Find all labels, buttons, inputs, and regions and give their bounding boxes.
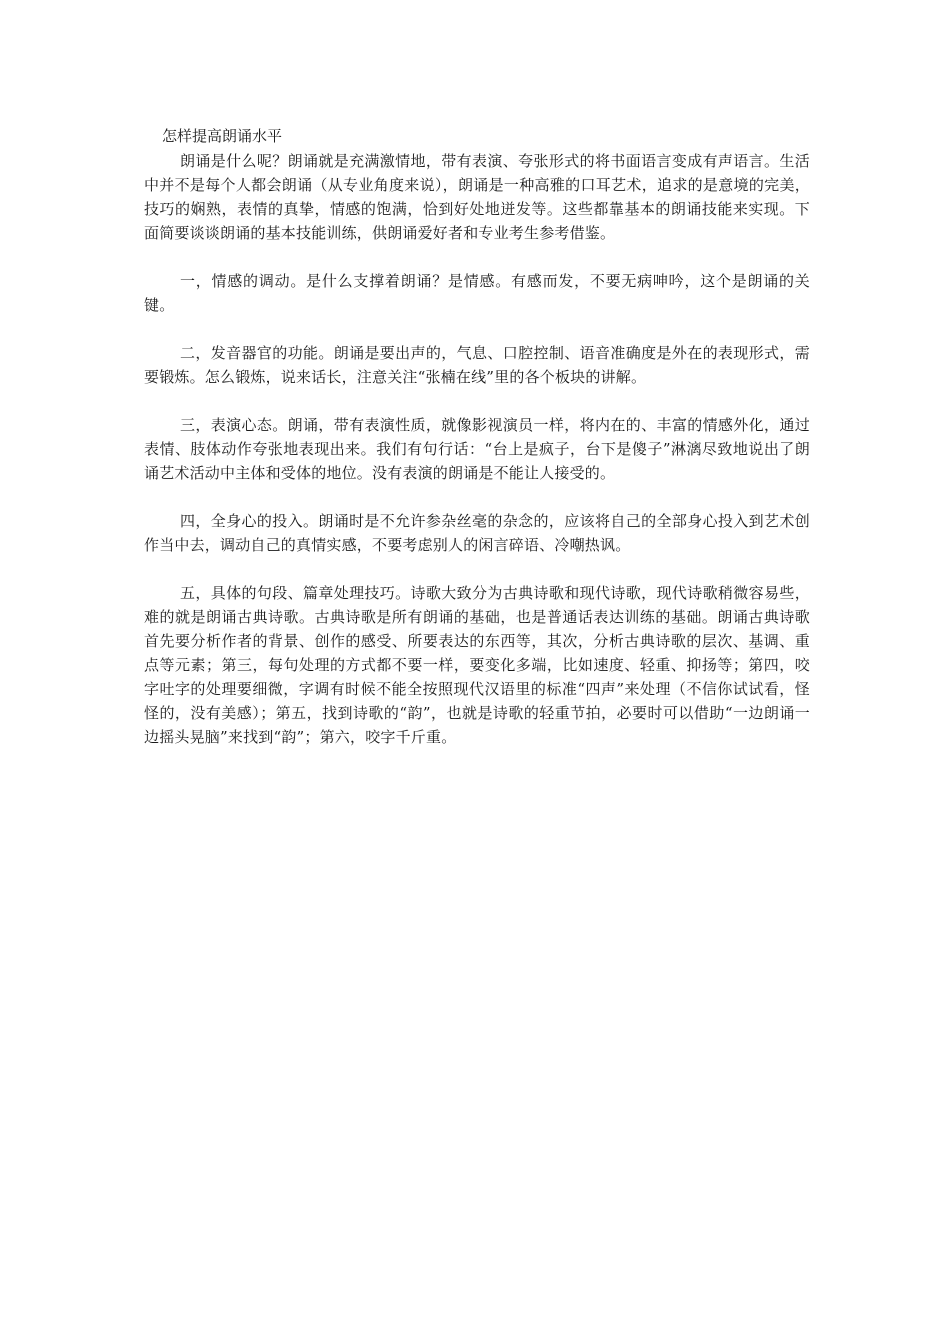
paragraph-point-5: 五，具体的句段、篇章处理技巧。诗歌大致分为古典诗歌和现代诗歌，现代诗歌稍微容易些，难的就是朗诵古典诗歌。古典诗歌是所有朗诵的基础，也是普通话表达训练的基础。朗诵古典诗歌首先要分析作者的背景、创作的感受、所要表达的东西等，其次，分析古典诗歌的层次、基调、重点等元素；第三，每句处理的方式都不要一样，要变化多端，比如速度、轻重、抑扬等；第四，咬字吐字的处理要细微，字调有时候不能全按照现代汉语里的标准“四声”来处理（不信你试试看，怪怪的，没有美感）；第五，找到诗歌的“韵”，也就是诗歌的轻重节拍，必要时可以借助“一边朗诵一边摇头晃脑”来找到“韵”；第六，咬字千斤重。 bbox=[144, 584, 810, 746]
document-page bbox=[144, 124, 810, 749]
paragraph-point-1: 一，情感的调动。是什么支撑着朗诵？是情感。有感而发，不要无病呻吟，这个是朗诵的关键。 bbox=[144, 272, 810, 314]
paragraph-intro: 朗诵是什么呢？朗诵就是充满激情地，带有表演、夸张形式的将书面语言变成有声语言。生活中并不是每个人都会朗诵（从专业角度来说），朗诵是一种高雅的口耳艺术，追求的是意境的完美，技巧的娴熟，表情的真挚，情感的饱满，恰到好处地迸发等。这些都靠基本的朗诵技能来实现。下面简要谈谈朗诵的基本技能训练，供朗诵爱好者和专业考生参考借鉴。 bbox=[144, 152, 810, 242]
paragraph-point-4: 四，全身心的投入。朗诵时是不允许参杂丝毫的杂念的，应该将自己的全部身心投入到艺术创作当中去，调动自己的真情实感，不要考虑别人的闲言碎语、冷嘲热讽。 bbox=[144, 512, 810, 554]
document-title: 怎样提高朗诵水平 bbox=[162, 127, 283, 145]
paragraph-point-2: 二，发音器官的功能。朗诵是要出声的，气息、口腔控制、语音准确度是外在的表现形式，需要锻炼。怎么锻炼，说来话长，注意关注“张楠在线”里的各个板块的讲解。 bbox=[144, 344, 810, 386]
paragraph-point-3: 三，表演心态。朗诵，带有表演性质，就像影视演员一样，将内在的、丰富的情感外化，通过表情、肢体动作夸张地表现出来。我们有句行话：“台上是疯子，台下是傻子”淋漓尽致地说出了朗诵艺术活动中主体和受体的地位。没有表演的朗诵是不能让人接受的。 bbox=[144, 416, 810, 482]
